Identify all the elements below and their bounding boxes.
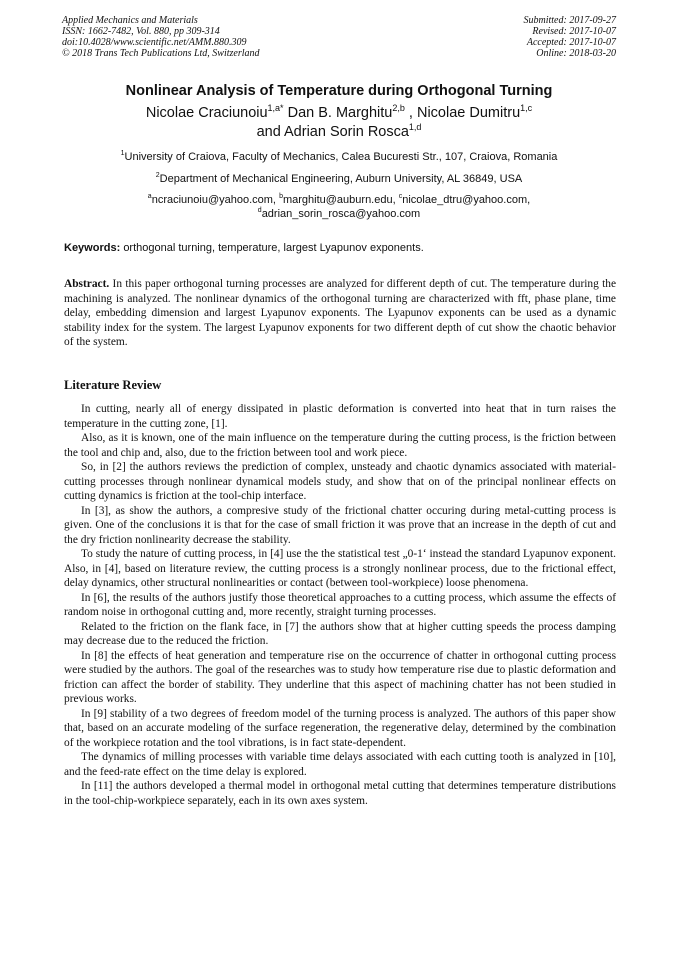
paper-title: Nonlinear Analysis of Temperature during Orthogonal Turning [125, 83, 553, 99]
author-emails [40, 193, 638, 221]
revised-date: Revised: 2017-10-07 [532, 26, 616, 37]
affiliation-1 [40, 150, 638, 164]
author-name: Nicolae Craciunoiu [145, 105, 268, 121]
journal-copyright: © 2018 Trans Tech Publications Ltd, Switzerland [62, 48, 260, 59]
author-name: Dan B. Marghitu [287, 105, 393, 121]
paragraph: In [9] stability of a two degrees of freedom model of the turning process is analyzed. The authors of this paper show that, based on an accurate modeling of the surface regeneration, the regenerative delay, determined by the combination of the workpiece rotation and the tool vibrations, is in fact state-dependent. [64, 707, 616, 749]
author-separator: , [408, 105, 413, 121]
paragraph: In [11] the authors developed a thermal model in orthogonal metal cutting that determines temperature distributions in the tool-chip-workpiece separately, each in its own axes system. [64, 780, 616, 807]
affiliation-marker: 1 [120, 150, 125, 157]
author-marker: 2,b [392, 103, 405, 113]
author-marker: 1,c [520, 103, 533, 113]
email-address: ncraciunoiu@yahoo.com, [151, 194, 276, 206]
email-line-1 [40, 193, 638, 207]
keywords-text: orthogonal turning, temperature, largest Lyapunov exponents. [123, 242, 424, 254]
affiliation-2 [40, 172, 638, 186]
affiliation-text: Department of Mechanical Engineering, Auburn University, AL 36849, USA [159, 173, 523, 185]
email-marker: b [279, 193, 283, 200]
online-date: Online: 2018-03-20 [536, 48, 616, 59]
journal-issn: ISSN: 1662-7482, Vol. 880, pp 309-314 [62, 26, 220, 37]
author-marker: 1,d [408, 122, 422, 132]
paragraph: In cutting, nearly all of energy dissipated in plastic deformation is converted into heat that in turn raises the temperature in the cutting zone, [1]. [64, 403, 616, 430]
paragraph: Also, as it is known, one of the main influence on the temperature during the cutting process, is the friction between the tool and chip and, also, due to the friction between tool and work piece. [64, 432, 616, 459]
journal-name: Applied Mechanics and Materials [62, 15, 198, 26]
affiliation-marker: 2 [155, 172, 160, 179]
paragraph: The dynamics of milling processes with variable time delays associated with each cutting tooth is analyzed in [10], and the feed-rate effect on the time delay is explored. [64, 751, 616, 778]
journal-info [62, 15, 260, 59]
email-address: marghitu@auburn.edu, [282, 194, 396, 206]
journal-doi: doi:10.4028/www.scientific.net/AMM.880.309 [62, 37, 247, 48]
paragraph: So, in [2] the authors reviews the prediction of complex, unsteady and chaotic dynamics associated with material-cutting processes through nonlinear dynamical models study, and show that on of the principal nonlinear effects on cutting dynamics is friction at the tool-chip interface. [64, 461, 616, 502]
paragraph: To study the nature of cutting process, in [4] use the the statistical test „0-1‘ instead the standard Lyapunov exponent. Also, in [4], based on literature review, the cutting process is a strongly nonlinear process, due to the frictional effect, delay dynamics, other structural nonlinearities or contact (between tool-workpiece) loose phenomena. [64, 548, 616, 589]
author-line-1 [40, 104, 638, 123]
affiliation-text: University of Craiova, Faculty of Mechanics, Calea Bucuresti Str., 107, Craiova, Romania [124, 151, 558, 163]
paragraph: In [3], as show the authors, a compresive study of the frictional chatter occuring during metal-cutting process is given. One of the conclusions it is that for the case of small friction it was prove that an increase in the depth of cut and the dry friction nonlinearity decrease the stability. [64, 504, 616, 546]
email-marker: d [257, 207, 262, 214]
keywords-label: Keywords: [64, 242, 121, 254]
email-marker: c [398, 193, 403, 200]
email-line-2 [40, 207, 638, 221]
author-conjunction: and [256, 124, 281, 140]
author-name: Nicolae Dumitru [416, 105, 521, 121]
email-address: adrian_sorin_rosca@yahoo.com [261, 208, 421, 220]
accepted-date: Accepted: 2017-10-07 [526, 37, 616, 48]
abstract [64, 277, 616, 350]
paragraph: Related to the friction on the flank face, in [7] the authors show that at higher cutting speeds the process damping may decrease due to the reduced the friction. [64, 620, 616, 647]
abstract-text: In this paper orthogonal turning processes are analyzed for different depth of cut. The temperature during the machining is analyzed. The nonlinear dynamics of the orthogonal turning are characterized with fft, phase plane, time delay, embedding dimension and largest Lyapunov exponents. The Lyapunov exponents can be used as a dynamic stability index for the system. The largest Lyapunov exponents for two different depth of cut show the chaotic behavior of the system. [64, 278, 616, 348]
author-line-2 [40, 123, 638, 142]
email-address: nicolae_dtru@yahoo.com, [402, 194, 531, 206]
section-heading-literature-review: Literature Review [64, 378, 162, 392]
email-marker: a [147, 193, 152, 200]
abstract-label: Abstract. [64, 278, 110, 290]
author-name: Adrian Sorin Rosca [284, 124, 409, 140]
author-list [40, 104, 638, 142]
paragraph: In [8] the effects of heat generation and temperature rise on the occurrence of chatter in orthogonal cutting process were studied by the authors. The goal of the researches was to study how temperature rise due to plastic deformation and friction can affect the border of stability. They underline that this aspect of machining chatter has not been studied in previous works. [64, 649, 616, 705]
literature-review-body [64, 402, 616, 808]
submission-dates [524, 15, 617, 59]
submitted-date: Submitted: 2017-09-27 [523, 15, 616, 26]
author-marker: 1,a* [267, 103, 284, 113]
keywords [64, 241, 616, 255]
paragraph: In [6], the results of the authors justify those theoretical approaches to a cutting process, which assume the effects of random noise in orthogonal cutting and, more recently, straight turning processes. [64, 591, 616, 618]
